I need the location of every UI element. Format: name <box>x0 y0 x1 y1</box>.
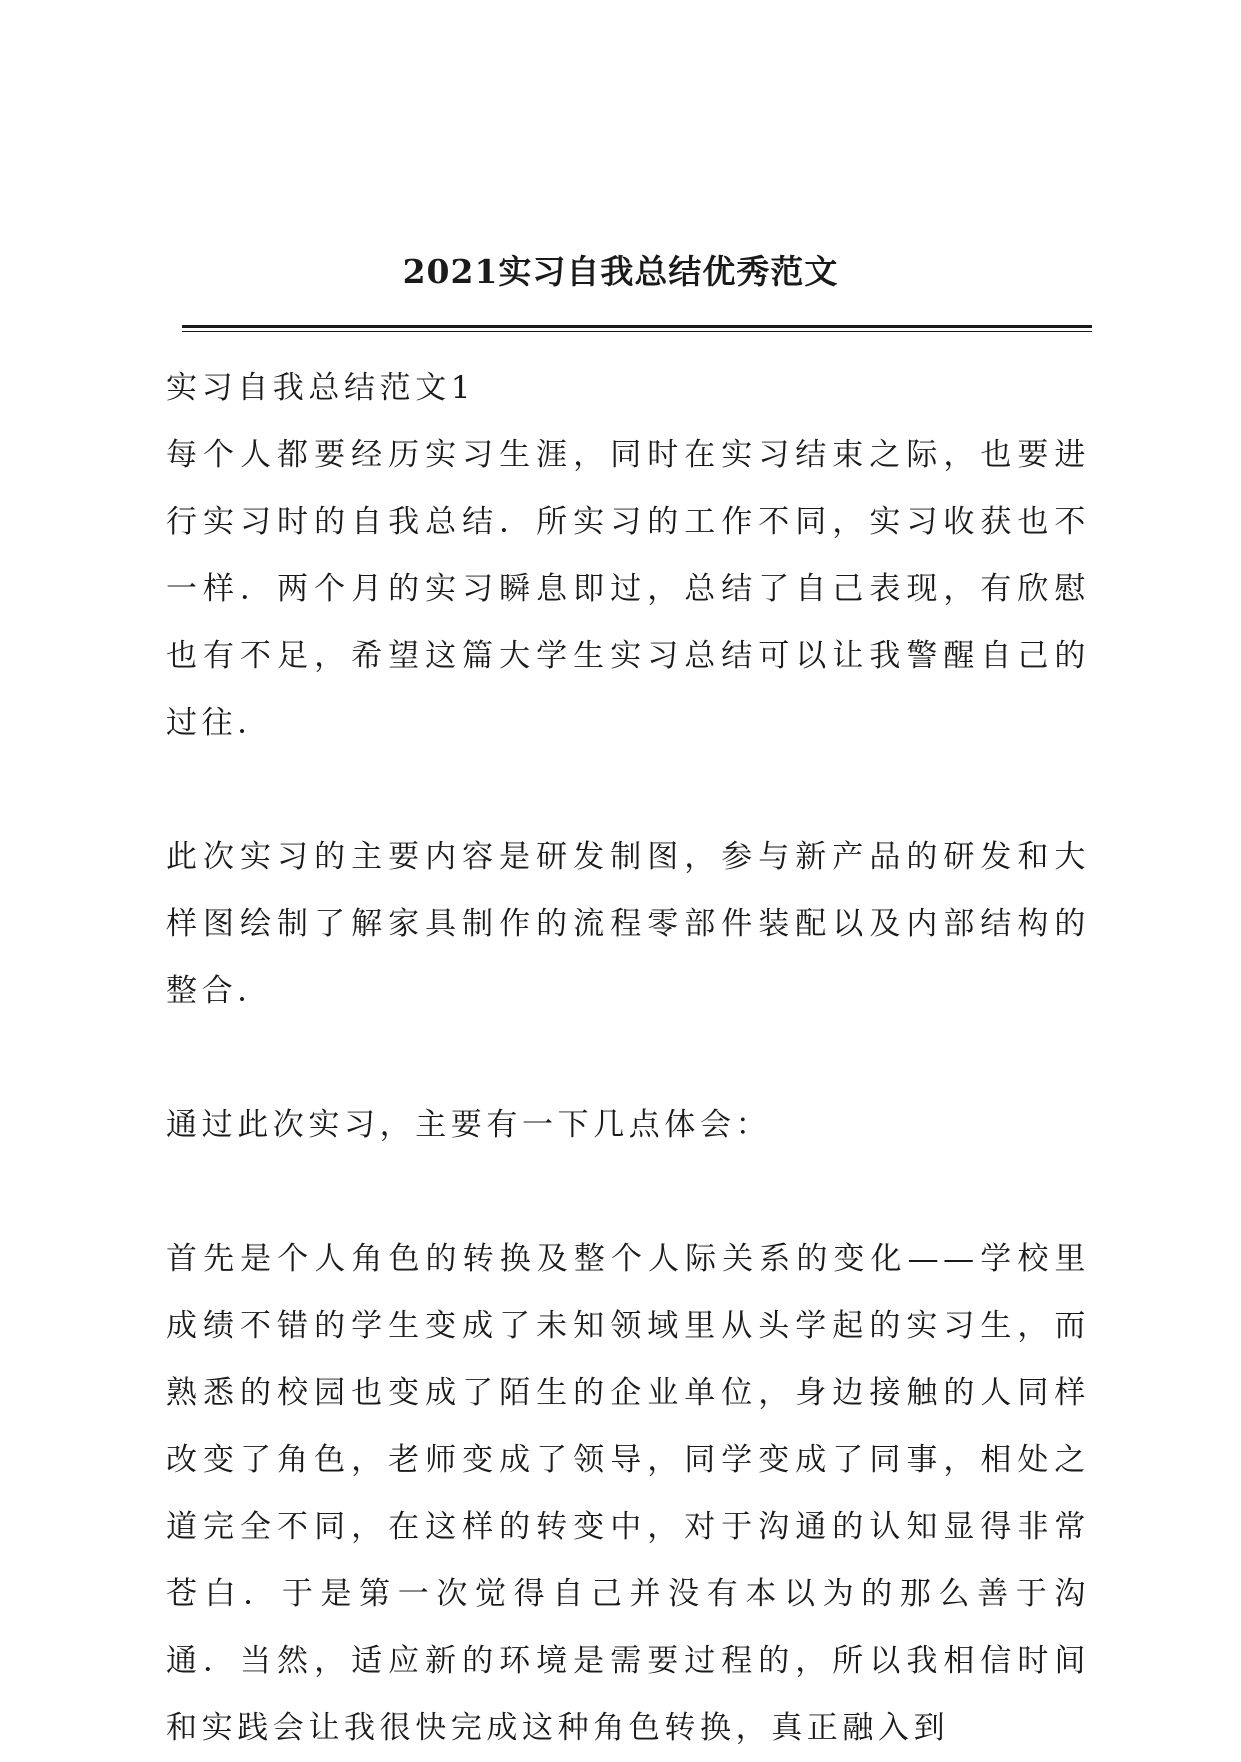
paragraph-spacer <box>166 1025 1090 1092</box>
document-title: 2021实习自我总结优秀范文 <box>402 252 839 291</box>
paragraph-lead-in: 通过此次实习，主要有一下几点体会： <box>166 1107 772 1143</box>
paragraph-content: 此次实习的主要内容是研发制图，参与新产品的研发和大样图绘制了解家具制作的流程零部件装配以及内部结构的整合． <box>166 839 1090 1009</box>
document-body <box>166 355 1090 1762</box>
paragraph-first-point: 首先是个人角色的转换及整个人际关系的变化——学校里成绩不错的学生变成了未知领域里从头学起的实习生，而熟悉的校园也变成了陌生的企业单位，身边接触的人同样改变了角色，老师变成了领导，同学变成了同事，相处之道完全不同，在这样的转变中，对于沟通的认知显得非常苍白．于是第一次觉得自己并没有本以为的那么善于沟通．当然，适应新的环境是需要过程的，所以我相信时间和实践会让我很快完成这种角色转换，真正融入到 <box>166 1241 1090 1746</box>
title-divider-thick <box>182 325 1092 328</box>
title-divider-thin <box>182 331 1092 332</box>
paragraph-spacer <box>166 757 1090 824</box>
paragraph-spacer <box>166 1159 1090 1226</box>
paragraph-intro: 每个人都要经历实习生涯，同时在实习结束之际，也要进行实习时的自我总结．所实习的工作不同，实习收获也不一样．两个月的实习瞬息即过，总结了自己表现，有欣慰也有不足，希望这篇大学生实习总结可以让我警醒自己的过往． <box>166 437 1090 741</box>
section-heading: 实习自我总结范文1 <box>166 370 476 406</box>
